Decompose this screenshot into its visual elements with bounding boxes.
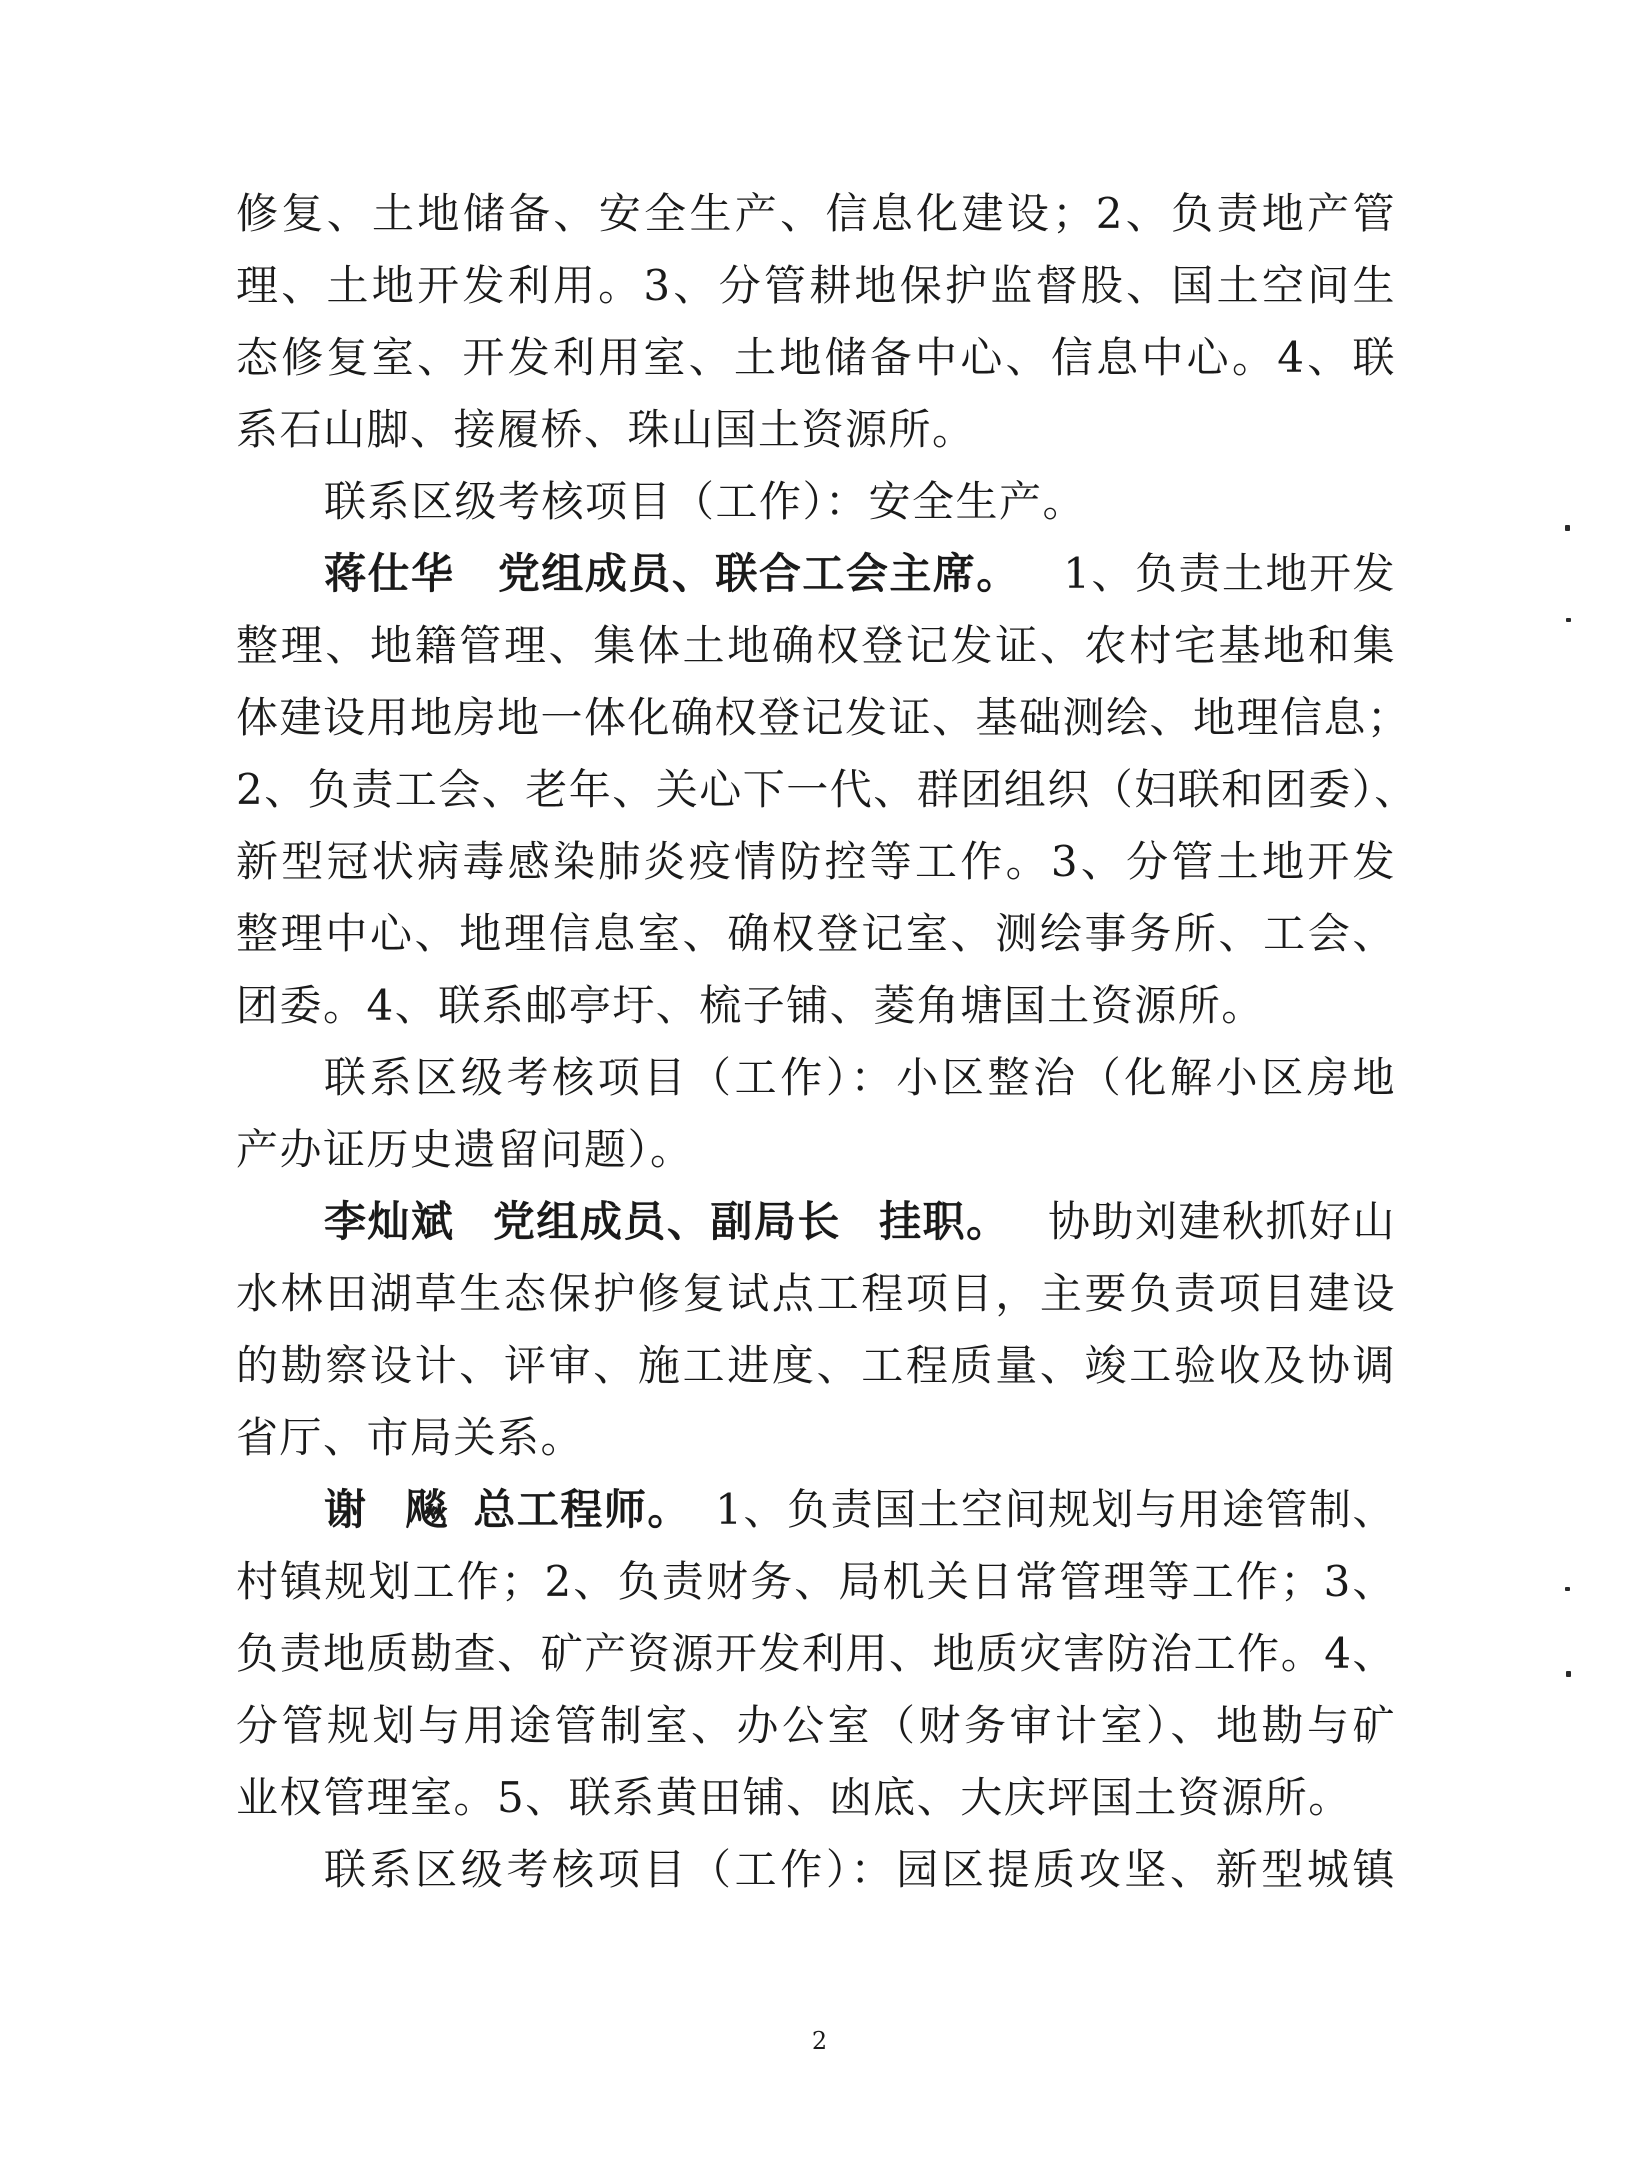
official-duty-heading (236, 538, 1396, 610)
duty-text: 1、负责国土空间规划与用途管制、 (715, 1485, 1396, 1534)
paragraph-line: 整理、地籍管理、集体土地确权登记发证、农村宅基地和集 (236, 621, 1396, 670)
official-name: 谢 飚 (324, 1485, 450, 1534)
official-title: 党组成员、联合工会主席。 (497, 549, 1020, 598)
assessment-item-line: 联系区级考核项目（工作）：小区整治（化解小区房地 (324, 1053, 1396, 1102)
official-name: 蒋仕华 (324, 549, 455, 598)
paragraph-line: 修复、土地储备、安全生产、信息化建设；2、负责地产管 (236, 189, 1396, 238)
paragraph-line: 理、土地开发利用。3、分管耕地保护监督股、国土空间生 (236, 261, 1396, 310)
paragraph-line: 水林田湖草生态保护修复试点工程项目，主要负责项目建设 (236, 1269, 1396, 1318)
duty-text: 协助刘建秋抓好山 (1047, 1197, 1396, 1246)
paragraph-line: 省厅、市局关系。 (236, 1413, 585, 1462)
duty-text: 1、负责土地开发 (1063, 549, 1396, 598)
scan-mark (1565, 1587, 1570, 1591)
paragraph-line: 团委。4、联系邮亭圩、梳子铺、菱角塘国土资源所。 (236, 981, 1265, 1030)
official-title: 党组成员、副局长 (492, 1197, 841, 1246)
official-title: 总工程师。 (473, 1485, 691, 1534)
paragraph-line: 新型冠状病毒感染肺炎疫情防控等工作。3、分管土地开发 (236, 837, 1396, 886)
official-title-suffix: 挂职。 (879, 1197, 1010, 1246)
official-name: 李灿斌 (324, 1197, 455, 1246)
paragraph-line: 整理中心、地理信息室、确权登记室、测绘事务所、工会、 (236, 909, 1396, 958)
paragraph-line: 的勘察设计、评审、施工进度、工程质量、竣工验收及协调 (236, 1341, 1396, 1390)
document-body (236, 178, 1418, 1906)
paragraph-line: 态修复室、开发利用室、土地储备中心、信息中心。4、联 (236, 333, 1396, 382)
paragraph-line: 体建设用地房地一体化确权登记发证、基础测绘、地理信息； (236, 693, 1411, 742)
official-duty-heading (236, 1474, 1396, 1546)
paragraph-line: 系石山脚、接履桥、珠山国土资源所。 (236, 405, 976, 454)
paragraph-line: 负责地质勘查、矿产资源开发利用、地质灾害防治工作。4、 (236, 1629, 1396, 1678)
paragraph-line: 产办证历史遗留问题）。 (236, 1125, 694, 1174)
paragraph-line: 村镇规划工作；2、负责财务、局机关日常管理等工作；3、 (236, 1557, 1396, 1606)
scan-mark (1566, 1671, 1571, 1677)
assessment-item-line: 联系区级考核项目（工作）：安全生产。 (324, 477, 1087, 526)
paragraph-line: 2、负责工会、老年、关心下一代、群团组织（妇联和团委）、 (236, 765, 1418, 814)
page-number: 2 (811, 2027, 828, 2055)
scan-mark (1565, 525, 1570, 531)
scan-mark (1566, 618, 1571, 622)
assessment-item-line: 联系区级考核项目（工作）：园区提质攻坚、新型城镇 (324, 1845, 1396, 1894)
official-duty-heading (236, 1186, 1396, 1258)
paragraph-line: 分管规划与用途管制室、办公室（财务审计室）、地勘与矿 (236, 1701, 1396, 1750)
paragraph-line: 业权管理室。5、联系黄田铺、凼底、大庆坪国土资源所。 (236, 1773, 1352, 1822)
